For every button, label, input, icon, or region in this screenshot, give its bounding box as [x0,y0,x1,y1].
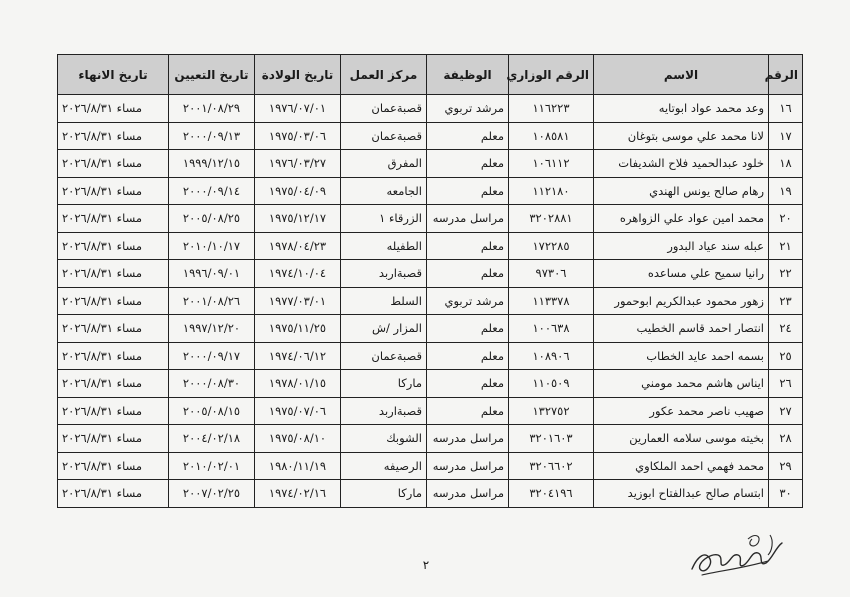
row-num: ٢١ [769,232,803,260]
row-ministry-id: ٣٢٠١٦٠٣ [509,425,594,453]
row-name: محمد فهمي احمد الملكاوي [594,452,769,480]
row-ministry-id: ١٠٠٦٣٨ [509,315,594,343]
table-row [58,122,803,150]
row-ministry-id: ١١٢١٨٠ [509,177,594,205]
header-num: الرقم [769,55,803,95]
row-appointment-date: ٢٠٠١/٠٨/٢٩ [169,95,255,123]
row-ministry-id: ١٣٢٧٥٢ [509,397,594,425]
table-row [58,452,803,480]
row-birth-date: ١٩٧٨/٠١/١٥ [255,370,341,398]
table-row [58,95,803,123]
row-num: ٢٠ [769,205,803,233]
row-job: مراسل مدرسه [427,452,509,480]
row-ministry-id: ١٧٢٢٨٥ [509,232,594,260]
row-end-date: مساء ٢٠٢٦/٨/٣١ [58,95,169,123]
header-ministry-id: الرقم الوزاري [509,55,594,95]
row-work-center: قصبةعمان [341,342,427,370]
row-work-center: المفرق [341,150,427,178]
row-name: بسمه احمد عايد الخطاب [594,342,769,370]
row-work-center: ماركا [341,370,427,398]
row-job: معلم [427,260,509,288]
row-name: محمد امين عواد علي الزواهره [594,205,769,233]
row-num: ١٧ [769,122,803,150]
row-job: مراسل مدرسه [427,425,509,453]
row-job: معلم [427,370,509,398]
table-row [58,315,803,343]
table-row [58,425,803,453]
row-name: انتصار احمد قاسم الخطيب [594,315,769,343]
row-end-date: مساء ٢٠٢٦/٨/٣١ [58,287,169,315]
row-num: ٢٢ [769,260,803,288]
row-birth-date: ١٩٧٨/٠٤/٢٣ [255,232,341,260]
header-birth-date: تاريخ الولادة [255,55,341,95]
row-work-center: قصبةاربد [341,397,427,425]
row-appointment-date: ٢٠٠٤/٠٢/١٨ [169,425,255,453]
row-num: ٢٤ [769,315,803,343]
row-birth-date: ١٩٧٥/٠٨/١٠ [255,425,341,453]
row-num: ٣٠ [769,480,803,508]
row-job: معلم [427,397,509,425]
row-work-center: الرصيفه [341,452,427,480]
header-job: الوظيفة [427,55,509,95]
row-ministry-id: ٣٢٠٢٨٨١ [509,205,594,233]
handwritten-signature-icon [688,525,788,583]
row-birth-date: ١٩٨٠/١١/١٩ [255,452,341,480]
row-name: ايناس هاشم محمد مومني [594,370,769,398]
row-birth-date: ١٩٧٦/٠٣/٢٧ [255,150,341,178]
row-birth-date: ١٩٧٤/٠٦/١٢ [255,342,341,370]
row-end-date: مساء ٢٠٢٦/٨/٣١ [58,480,169,508]
row-appointment-date: ٢٠٠٠/٠٩/١٣ [169,122,255,150]
row-name: بخيته موسى سلامه العمارين [594,425,769,453]
table-header-row [58,55,803,95]
row-end-date: مساء ٢٠٢٦/٨/٣١ [58,122,169,150]
row-appointment-date: ٢٠٠٧/٠٢/٢٥ [169,480,255,508]
row-ministry-id: ٣٢٠٤١٩٦ [509,480,594,508]
row-name: لانا محمد علي موسى بتوغان [594,122,769,150]
row-appointment-date: ٢٠٠٠/٠٩/١٤ [169,177,255,205]
row-birth-date: ١٩٧٥/٠٣/٠٦ [255,122,341,150]
row-work-center: الشوبك [341,425,427,453]
row-ministry-id: ١١٣٣٧٨ [509,287,594,315]
row-ministry-id: ٣٢٠٦٦٠٢ [509,452,594,480]
row-work-center: الزرقاء ١ [341,205,427,233]
row-end-date: مساء ٢٠٢٦/٨/٣١ [58,315,169,343]
header-work-center: مركز العمل [341,55,427,95]
row-job: معلم [427,315,509,343]
row-end-date: مساء ٢٠٢٦/٨/٣١ [58,342,169,370]
row-work-center: قصبةاربد [341,260,427,288]
row-num: ٢٦ [769,370,803,398]
row-name: صهيب ناصر محمد عكور [594,397,769,425]
row-num: ١٩ [769,177,803,205]
row-work-center: المزار /ش [341,315,427,343]
row-appointment-date: ١٩٩٦/٠٩/٠١ [169,260,255,288]
row-name: رهام صالح يونس الهندي [594,177,769,205]
row-appointment-date: ٢٠٠٥/٠٨/١٥ [169,397,255,425]
row-num: ١٦ [769,95,803,123]
row-work-center: الطفيله [341,232,427,260]
row-job: معلم [427,150,509,178]
table-row [58,480,803,508]
row-job: مرشد تربوي [427,95,509,123]
table-row [58,205,803,233]
row-end-date: مساء ٢٠٢٦/٨/٣١ [58,232,169,260]
row-end-date: مساء ٢٠٢٦/٨/٣١ [58,452,169,480]
table-row [58,370,803,398]
row-appointment-date: ٢٠١٠/٠٢/٠١ [169,452,255,480]
row-num: ٢٧ [769,397,803,425]
row-birth-date: ١٩٧٤/١٠/٠٤ [255,260,341,288]
row-name: عبله سند عياد البدور [594,232,769,260]
row-ministry-id: ٩٧٣٠٦ [509,260,594,288]
page-number: ٢ [422,558,430,572]
row-num: ٢٨ [769,425,803,453]
row-ministry-id: ١١٦٢٢٣ [509,95,594,123]
row-name: خلود عبدالحميد فلاح الشديفات [594,150,769,178]
row-job: معلم [427,232,509,260]
row-end-date: مساء ٢٠٢٦/٨/٣١ [58,397,169,425]
row-ministry-id: ١٠٨٩٠٦ [509,342,594,370]
row-end-date: مساء ٢٠٢٦/٨/٣١ [58,205,169,233]
table-body [58,95,803,508]
row-job: معلم [427,122,509,150]
row-work-center: قصبةعمان [341,95,427,123]
row-work-center: السلط [341,287,427,315]
row-appointment-date: ٢٠٠٥/٠٨/٢٥ [169,205,255,233]
row-end-date: مساء ٢٠٢٦/٨/٣١ [58,177,169,205]
row-birth-date: ١٩٧٤/٠٢/١٦ [255,480,341,508]
header-name: الاسم [594,55,769,95]
table-row [58,177,803,205]
row-job: مرشد تربوي [427,287,509,315]
row-num: ٢٣ [769,287,803,315]
row-name: ابتسام صالح عبدالفتاح ابوزيد [594,480,769,508]
table-row [58,232,803,260]
row-num: ١٨ [769,150,803,178]
row-appointment-date: ٢٠٠٠/٠٨/٣٠ [169,370,255,398]
header-appointment-date: تاريخ التعيين [169,55,255,95]
row-appointment-date: ٢٠٠٠/٠٩/١٧ [169,342,255,370]
table-row [58,150,803,178]
row-work-center: الجامعه [341,177,427,205]
employee-table [57,54,803,508]
row-num: ٢٩ [769,452,803,480]
row-appointment-date: ٢٠٠١/٠٨/٢٦ [169,287,255,315]
row-job: مراسل مدرسه [427,205,509,233]
row-end-date: مساء ٢٠٢٦/٨/٣١ [58,370,169,398]
row-appointment-date: ١٩٩٧/١٢/٢٠ [169,315,255,343]
row-ministry-id: ١٠٦١١٢ [509,150,594,178]
row-birth-date: ١٩٧٥/١١/٢٥ [255,315,341,343]
row-end-date: مساء ٢٠٢٦/٨/٣١ [58,260,169,288]
row-job: معلم [427,342,509,370]
row-birth-date: ١٩٧٥/٠٤/٠٩ [255,177,341,205]
row-birth-date: ١٩٧٥/٠٧/٠٦ [255,397,341,425]
row-job: مراسل مدرسه [427,480,509,508]
row-ministry-id: ١١٠٥٠٩ [509,370,594,398]
row-end-date: مساء ٢٠٢٦/٨/٣١ [58,425,169,453]
table-row [58,260,803,288]
table-row [58,342,803,370]
row-work-center: قصبةعمان [341,122,427,150]
row-ministry-id: ١٠٨٥٨١ [509,122,594,150]
row-end-date: مساء ٢٠٢٦/٨/٣١ [58,150,169,178]
row-job: معلم [427,177,509,205]
table-row [58,397,803,425]
row-birth-date: ١٩٧٥/١٢/١٧ [255,205,341,233]
row-num: ٢٥ [769,342,803,370]
table-row [58,287,803,315]
row-birth-date: ١٩٧٦/٠٧/٠١ [255,95,341,123]
row-name: رانيا سميح علي مساعده [594,260,769,288]
row-birth-date: ١٩٧٧/٠٣/٠١ [255,287,341,315]
row-name: زهور محمود عبدالكريم ابوحمور [594,287,769,315]
row-work-center: ماركا [341,480,427,508]
row-appointment-date: ٢٠١٠/١٠/١٧ [169,232,255,260]
row-appointment-date: ١٩٩٩/١٢/١٥ [169,150,255,178]
header-end-date: تاريخ الانهاء [58,55,169,95]
row-name: وعد محمد عواد ابوتايه [594,95,769,123]
